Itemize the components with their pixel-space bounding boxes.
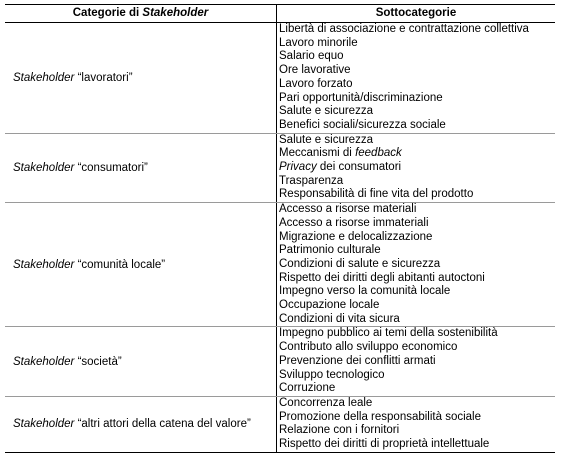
stakeholder-table	[5, 4, 555, 453]
header-categories-italic: Stakeholder	[142, 7, 209, 19]
table-row	[5, 134, 555, 204]
category-italic: Stakeholder	[13, 258, 75, 271]
subcategory-item	[279, 161, 555, 175]
subcategory-item: Patrimonio culturale	[279, 244, 381, 257]
category-name: “società”	[74, 355, 122, 368]
subcategory-text-post: dei consumatori	[316, 161, 402, 174]
category-italic: Stakeholder	[13, 161, 75, 174]
subcategory-item: Promozione della responsabilità sociale	[279, 410, 482, 423]
subcategory-item: Condizioni di salute e sicurezza	[279, 257, 441, 270]
subcategory-item: Lavoro minorile	[279, 36, 358, 49]
subcategory-text-italic: Privacy	[279, 161, 317, 174]
category-cell	[5, 23, 277, 133]
category-cell	[5, 203, 277, 326]
category-name: “altri attori della catena del valore”	[74, 418, 251, 431]
category-italic: Stakeholder	[13, 71, 75, 84]
table-row	[5, 23, 555, 134]
category-cell	[5, 327, 277, 396]
subcategory-cell	[277, 397, 555, 452]
subcategory-item: Corruzione	[279, 382, 336, 395]
category-cell	[5, 397, 277, 452]
subcategory-item: Occupazione locale	[279, 299, 380, 312]
subcategory-item: Lavoro forzato	[279, 77, 353, 90]
category-label	[13, 356, 122, 368]
subcategory-item: Relazione con i fornitori	[279, 424, 400, 437]
subcategory-item: Ore lavorative	[279, 64, 351, 77]
category-name: “consumatori”	[74, 161, 148, 174]
category-cell	[5, 134, 277, 203]
table-row	[5, 397, 555, 452]
subcategory-item: Trasparenza	[279, 174, 344, 187]
subcategory-item: Migrazione e delocalizzazione	[279, 230, 433, 243]
subcategory-item: Responsabilità di fine vita del prodotto	[279, 188, 474, 201]
header-categories	[5, 5, 277, 22]
subcategory-cell	[277, 23, 555, 133]
category-label	[13, 418, 251, 430]
subcategory-item: Salute e sicurezza	[279, 105, 373, 118]
category-name: “comunità locale”	[74, 258, 166, 271]
subcategory-item: Condizioni di vita sicura	[279, 312, 400, 325]
subcategory-cell	[277, 327, 555, 396]
subcategory-cell	[277, 134, 555, 203]
subcategory-item: Salario equo	[279, 50, 344, 63]
subcategory-item: Pari opportunità/discriminazione	[279, 91, 443, 104]
subcategory-cell	[277, 203, 555, 326]
table-row	[5, 203, 555, 327]
category-label	[13, 162, 148, 174]
category-label	[13, 72, 133, 84]
subcategory-item: Sviluppo tecnologico	[279, 368, 385, 381]
subcategory-item: Salute e sicurezza	[279, 133, 373, 146]
subcategory-item: Impegno pubblico ai temi della sostenibilità	[279, 327, 498, 340]
subcategory-item: Benefici sociali/sicurezza sociale	[279, 118, 446, 131]
subcategory-text-italic: feedback	[355, 147, 402, 160]
subcategory-item: Rispetto dei diritti di proprietà intellettuale	[279, 438, 490, 451]
subcategory-item: Rispetto dei diritti degli abitanti autoctoni	[279, 271, 485, 284]
subcategory-item: Prevenzione dei conflitti armati	[279, 354, 436, 367]
category-italic: Stakeholder	[13, 418, 75, 431]
subcategory-item: Concorrenza leale	[279, 396, 373, 409]
category-italic: Stakeholder	[13, 355, 75, 368]
subcategory-text-pre: Meccanismi di	[279, 147, 356, 160]
category-label	[13, 259, 165, 271]
table-header-row	[5, 5, 555, 23]
subcategory-item: Contributo allo sviluppo economico	[279, 341, 458, 354]
subcategory-item: Accesso a risorse immateriali	[279, 216, 429, 229]
subcategory-item	[279, 147, 555, 161]
table-body	[5, 23, 555, 452]
subcategory-item: Accesso a risorse materiali	[279, 203, 417, 216]
header-categories-prefix: Categorie di	[72, 7, 143, 19]
table-row	[5, 327, 555, 397]
category-name: “lavoratori”	[74, 71, 133, 84]
subcategory-item: Impegno verso la comunità locale	[279, 285, 451, 298]
subcategory-item: Libertà di associazione e contrattazione collettiva	[279, 23, 529, 35]
header-subcategories: Sottocategorie	[375, 7, 457, 19]
